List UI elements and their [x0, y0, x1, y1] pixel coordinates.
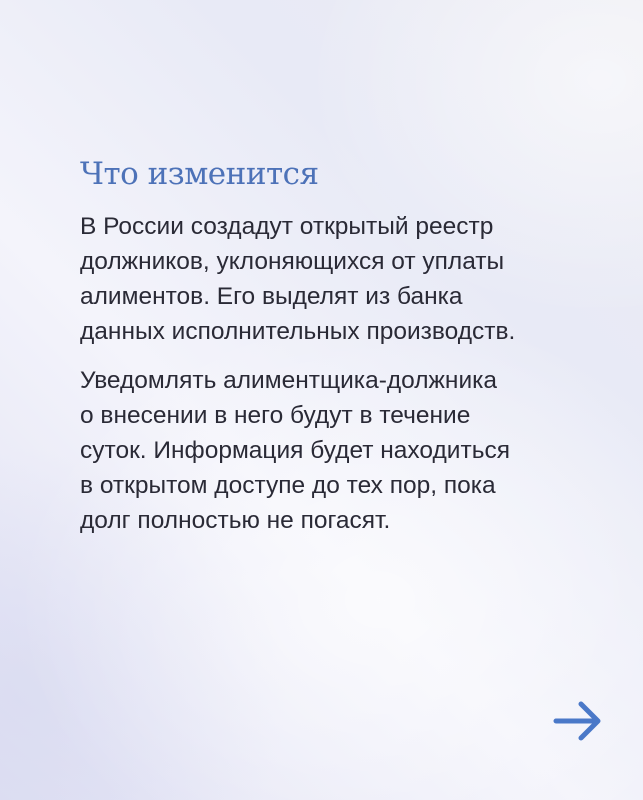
arrow-right-icon: [551, 699, 605, 743]
next-slide-button[interactable]: [548, 694, 608, 748]
slide-body: [80, 209, 600, 552]
paragraph-notification: Уведомлять алиментщика-должника о внесении в него будут в течение суток. Информация будет находиться в открытом доступе до тех пор, пока долг полностью не погасят.: [80, 367, 510, 534]
slide-title: Что изменится: [80, 156, 319, 192]
paragraph-registry: В России создадут открытый реестр должников, уклоняющихся от уплаты алиментов. Его выделят из банка данных исполнительных производств.: [80, 213, 516, 345]
